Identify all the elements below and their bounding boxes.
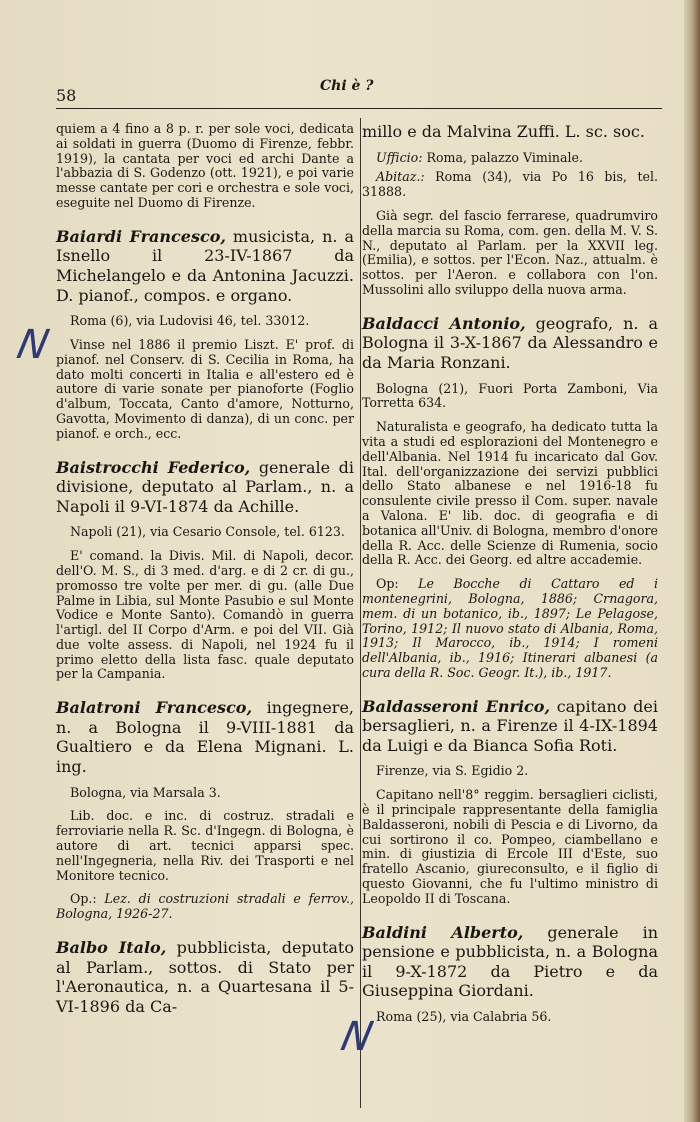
entry-name: Baldini Alberto, <box>362 922 524 942</box>
column-divider <box>360 118 361 1108</box>
entry-heading: ingegnere, n. a Bologna il 9-VIII-1881 da Gualtiero e da Elena Mignani. L. ing. <box>56 698 354 777</box>
entry-address: Roma (25), via Calabria 56. <box>376 1009 552 1025</box>
entry-home <box>362 170 658 200</box>
running-title: Chi è ? <box>320 78 374 94</box>
entry-name: Baldacci Antonio, <box>362 313 526 333</box>
entry-continuation: millo e da Malvina Zuffi. L. sc. soc. <box>362 122 645 141</box>
entry-biography: Lib. doc. e inc. di costruz. stradali e ferroviarie nella R. Sc. d'Ingegn. di Bologna, è autore di art. tecnici apparsi spec. nell'Ingegneria, nella Riv. dei Trasporti e nel Monitore tecnico. <box>56 808 354 883</box>
entry-baldasseroni <box>362 697 658 907</box>
book-edge <box>684 0 700 1122</box>
page-header <box>56 78 676 106</box>
handwritten-mark-right: N <box>337 1014 377 1060</box>
entry-address: Bologna, via Marsala 3. <box>70 784 221 800</box>
office-value: Roma, palazzo Viminale. <box>422 149 583 165</box>
page-number: 58 <box>56 86 77 105</box>
entry-name: Balbo Italo, <box>56 938 167 958</box>
entry-name: Baldasseroni Enrico, <box>362 696 551 716</box>
entry-address: Roma (6), via Ludovisi 46, tel. 33012. <box>70 313 310 329</box>
entry-name: Baistrocchi Federico, <box>56 457 251 477</box>
entry-heading: geografo, n. a Bologna il 3-X-1867 da Alessandro e da Maria Ronzani. <box>362 313 658 372</box>
works-list: Le Bocche di Cattaro ed i montenegrini, Bologna, 1886; Crnagora, mem. di un botanico, ib., 1897; Le Pelagose, Torino, 1912; Il nuovo stato di Albania, Roma, 1913; Il Marocco, ib., 1914; I romeni dell'Albania, ib., 1916; Itinerari albanesi (a cura della R. Soc. Geogr. It.), ib., 1917. <box>362 576 658 680</box>
entry-works <box>56 892 354 922</box>
entry-office <box>362 151 658 166</box>
entry-address: Firenze, via S. Egidio 2. <box>376 763 529 779</box>
entry-biography: Capitano nell'8° reggim. bersaglieri ciclisti, è il principale rappresentante della famiglia Baldasseroni, nobili di Pescia e di Livorno, da cui sortirono il co. Pompeo, ciambellano e min. di giustizia di Ercole III d'Este, suo fratello Ascanio, giureconsulto, e il figlio di questo Giovanni, che fu l'ultimo ministro di Leopoldo II di Toscana. <box>362 787 658 906</box>
entry-biography: Vinse nel 1886 il premio Liszt. E' prof. di pianof. nel Conserv. di S. Cecilia in Roma, ha dato molti concerti in Italia e all'estero ed è autore di varie sonate per pianoforte (Foglio d'album, Toccata, Canto d'amore, Notturno, Gavotta, Movimento di danza), di un conc. per pianof. e orch., ecc. <box>56 336 354 441</box>
entry-heading: musicista, n. a Isnello il 23-IV-1867 da Michelangelo e da Antonina Jacuzzi. D. pianof., compos. e organo. <box>56 226 354 305</box>
entry-baldacci <box>362 314 658 681</box>
entry-heading: capitano dei bersaglieri, n. a Firenze il 4-IX-1894 da Luigi e da Bianca Sofia Roti. <box>362 696 659 755</box>
entry-balbo <box>56 938 354 1016</box>
entry-baldini <box>362 923 658 1025</box>
entry-baiardi <box>56 227 354 442</box>
home-label: Abitaz.: <box>376 169 425 185</box>
entry-name: Balatroni Francesco, <box>56 698 253 718</box>
entry-biography: E' comand. la Divis. Mil. di Napoli, decor. dell'O. M. S., di 3 med. d'arg. e di 2 cr. di gu., promosso tre volte per mer. di gu. (alle Due Palme in Libia, sul Monte Pasubio e sul Monte Vodice e Monte Santo). Comandò in guerra l'artigl. del II Corpo d'Arm. e poi del VII. Già due volte assess. di Napoli, nel 1924 fu il primo eletto della lista fasc. quale deputato per la Campania. <box>56 548 354 682</box>
entry-baistrocchi <box>56 458 354 683</box>
entry-works <box>362 577 658 681</box>
entry-biography: Naturalista e geografo, ha dedicato tutta la vita a studi ed esplorazioni del Montenegro e dell'Albania. Nel 1914 fu incaricato dal Gov. Ital. dell'organizzazione dei servizi pubblici dello Stato albanese e nel 1916-18 fu consulente civile presso il Com. super. navale a Valona. E' lib. doc. di geografia e di botanica all'Univ. di Bologna, membro d'onore della R. Acc. delle Scienze di Rumenia, socio della R. Acc. dei Georg. ed altre accademie. <box>362 419 658 568</box>
works-label: Op: <box>376 576 399 592</box>
entry-biography: Già segr. del fascio ferrarese, quadrumviro della marcia su Roma, com. gen. della M. V. S. N., deputato al Parlam. per la XXVII leg. (Emilia), e sottos. per l'Econ. Naz., attualm. è sottos. per l'Aeron. e collabora con l'on. Mussolini allo sviluppo della nuova arma. <box>362 207 658 297</box>
works-list: Lez. di costruzioni stradali e ferrov., Bologna, 1926-27. <box>56 891 354 922</box>
works-label: Op.: <box>70 891 97 907</box>
entry-name: Baiardi Francesco, <box>56 226 226 246</box>
entry-address: Bologna (21), Fuori Porta Zamboni, Via Torretta 634. <box>362 380 658 411</box>
home-value: Roma (34), via Po 16 bis, tel. 31888. <box>362 169 658 200</box>
right-column <box>362 122 658 1025</box>
handwritten-mark-left: N <box>13 322 53 368</box>
entry-continuation: quiem a 4 fino a 8 p. r. per sole voci, dedicata ai soldati in guerra (Duomo di Firenze, febbr. 1919), la cantata per voci ed archi Dante a l'abbazia di S. Godenzo (ott. 1921), e poi varie messe cantate per cori e orchestra e sole voci, eseguite nel Duomo di Firenze. <box>56 121 354 210</box>
entry-heading: generale di divisione, deputato al Parlam., n. a Napoli il 9-VI-1874 da Achille. <box>56 457 354 516</box>
entry-heading: generale in pensione e pubblicista, n. a Bologna il 9-X-1872 da Pietro e da Giuseppina Giordani. <box>362 922 658 1001</box>
entry-heading: pubblicista, deputato al Parlam., sottos. di Stato per l'Aeronautica, n. a Quartesana il 5-VI-1896 da Ca- <box>56 938 354 1016</box>
header-rule <box>56 108 662 109</box>
entry-address: Napoli (21), via Cesario Console, tel. 6123. <box>70 524 345 540</box>
office-label: Ufficio: <box>376 149 423 165</box>
left-column <box>56 122 354 1016</box>
entry-balatroni <box>56 698 354 922</box>
